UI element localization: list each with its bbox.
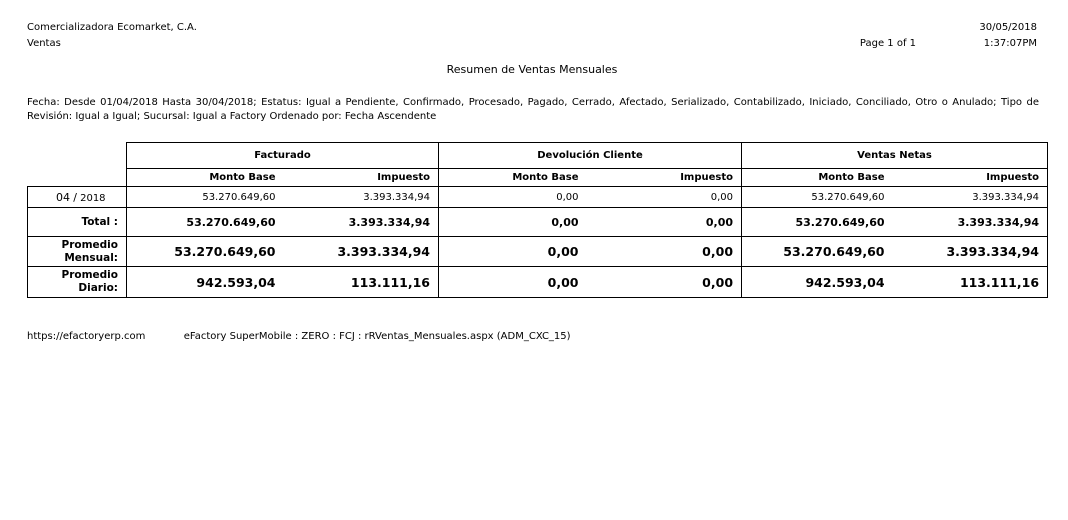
row-month: 04 (56, 190, 70, 204)
company-name: Comercializadora Ecomarket, C.A. (27, 22, 197, 33)
report-time: 1:37:07PM (983, 38, 1037, 49)
cell-value: 53.270.649,60 (742, 187, 893, 208)
row-year: 2018 (80, 192, 106, 204)
daily-average-row (28, 267, 1048, 298)
report-footer (27, 331, 571, 342)
cell-value: 53.270.649,60 (127, 237, 284, 267)
cell-value: 53.270.649,60 (127, 208, 284, 237)
col-header: Monto Base (742, 169, 893, 187)
daily-average-label (28, 267, 127, 298)
group-ventas-netas: Ventas Netas (742, 143, 1048, 169)
monthly-average-label (28, 237, 127, 267)
cell-value: 942.593,04 (127, 267, 284, 298)
cell-value: 53.270.649,60 (742, 237, 893, 267)
col-header: Impuesto (893, 169, 1048, 187)
label-line: Diario: (78, 282, 118, 294)
cell-value: 3.393.334,94 (284, 187, 439, 208)
module-name: Ventas (27, 38, 61, 49)
col-header: Impuesto (284, 169, 439, 187)
cell-value: 0,00 (587, 208, 742, 237)
label-line: Mensual: (64, 251, 118, 264)
cell-value: 3.393.334,94 (284, 208, 439, 237)
cell-value: 113.111,16 (284, 267, 439, 298)
table-row (28, 187, 1048, 208)
cell-value: 113.111,16 (893, 267, 1048, 298)
cell-value: 0,00 (439, 187, 587, 208)
cell-value: 3.393.334,94 (893, 237, 1048, 267)
cell-value: 3.393.334,94 (893, 208, 1048, 237)
footer-url: https://efactoryerp.com (27, 331, 146, 342)
footer-info: eFactory SuperMobile : ZERO : FCJ : rRVentas_Mensuales.aspx (ADM_CXC_15) (183, 331, 571, 342)
group-facturado: Facturado (127, 143, 439, 169)
cell-value: 3.393.334,94 (893, 187, 1048, 208)
page-indicator: Page 1 of 1 (859, 38, 916, 49)
cell-value: 0,00 (439, 237, 587, 267)
row-separator: / (73, 190, 77, 204)
summary-table (27, 142, 1048, 298)
cell-value: 3.393.334,94 (284, 237, 439, 267)
total-row (28, 208, 1048, 237)
col-header: Monto Base (439, 169, 587, 187)
group-devolucion: Devolución Cliente (439, 143, 742, 169)
label-line: Promedio (61, 238, 118, 251)
cell-value: 0,00 (587, 267, 742, 298)
cell-value: 0,00 (439, 208, 587, 237)
col-header: Impuesto (587, 169, 742, 187)
cell-value: 53.270.649,60 (127, 187, 284, 208)
report-date: 30/05/2018 (979, 22, 1037, 33)
cell-value: 0,00 (439, 267, 587, 298)
monthly-average-row (28, 237, 1048, 267)
filter-description: Fecha: Desde 01/04/2018 Hasta 30/04/2018; Estatus: Igual a Pendiente, Confirmado, Procesado, Pagado, Cerrado, Afectado, Serializado, Contabilizado, Iniciado, Conciliado, Otro o Anulado; Tipo de Revisión: Igual a Igual; Sucursal: Igual a Factory Ordenado por: Fecha Ascendente (27, 97, 1039, 122)
label-line: Promedio (61, 269, 118, 281)
cell-value: 0,00 (587, 237, 742, 267)
cell-value: 0,00 (587, 187, 742, 208)
report-title: Resumen de Ventas Mensuales (446, 63, 618, 76)
cell-value: 53.270.649,60 (742, 208, 893, 237)
col-header: Monto Base (127, 169, 284, 187)
total-label: Total : (28, 208, 127, 237)
cell-value: 942.593,04 (742, 267, 893, 298)
